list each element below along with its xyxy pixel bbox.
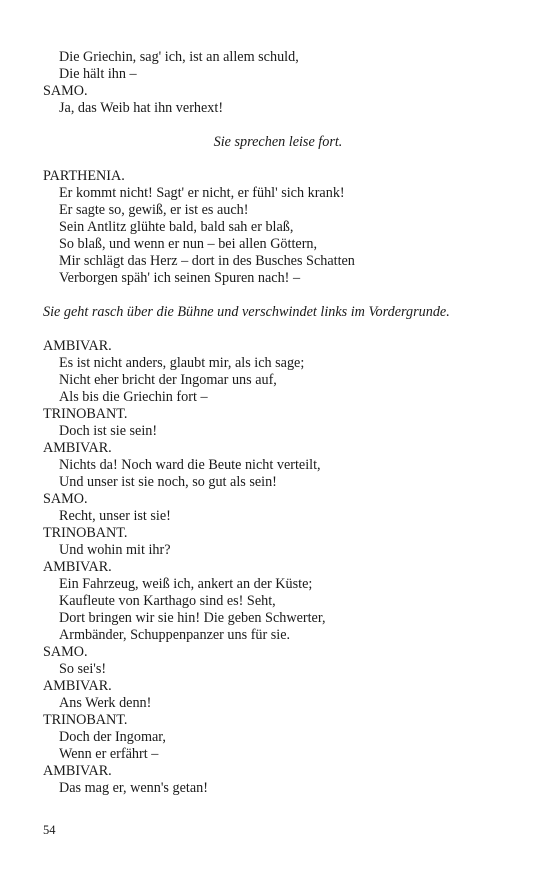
play-text [43,49,513,797]
speaker-name: SAMO. [43,83,88,99]
speaker-name: AMBIVAR. [43,440,112,456]
verse-line: Doch der Ingomar, [59,729,166,745]
verse-line: Ans Werk denn! [59,695,152,711]
verse-line: So blaß, und wenn er nun – bei allen Göttern, [59,236,318,252]
verse-line: Er kommt nicht! Sagt' er nicht, er fühl' sich krank! [59,185,345,201]
speaker-name: AMBIVAR. [43,338,112,354]
speaker-name: AMBIVAR. [43,559,112,575]
blank-line [43,321,513,338]
verse-line: Die Griechin, sag' ich, ist an allem schuld, [59,49,299,65]
verse-line: Er sagte so, gewiß, er ist es auch! [59,202,249,218]
stage-direction: Sie geht rasch über die Bühne und verschwindet links im Vordergrunde. [43,304,450,320]
verse-line: Dort bringen wir sie hin! Die geben Schwerter, [59,610,326,626]
verse-line: Als bis die Griechin fort – [59,389,208,405]
blank-line [43,287,513,304]
speaker-name: PARTHENIA. [43,168,125,184]
blank-line [43,117,513,134]
page-number: 54 [43,823,56,837]
stage-direction: Sie sprechen leise fort. [213,134,343,150]
blank-line [43,151,513,168]
verse-line: So sei's! [59,661,107,677]
verse-line: Mir schlägt das Herz – dort in des Busches Schatten [59,253,355,269]
speaker-name: SAMO. [43,491,88,507]
verse-line: Das mag er, wenn's getan! [59,780,208,796]
verse-line: Verborgen späh' ich seinen Spuren nach! – [59,270,301,286]
verse-line: Sein Antlitz glühte bald, bald sah er blaß, [59,219,294,235]
verse-line: Recht, unser ist sie! [59,508,171,524]
verse-line: Nichts da! Noch ward die Beute nicht verteilt, [59,457,321,473]
verse-line: Kaufleute von Karthago sind es! Seht, [59,593,276,609]
speaker-name: TRINOBANT. [43,406,128,422]
speaker-name: AMBIVAR. [43,678,112,694]
verse-line: Nicht eher bricht der Ingomar uns auf, [59,372,277,388]
verse-line: Armbänder, Schuppenpanzer uns für sie. [59,627,291,643]
verse-line: Und unser ist sie noch, so gut als sein! [59,474,277,490]
verse-line: Ein Fahrzeug, weiß ich, ankert an der Küste; [59,576,313,592]
verse-line: Wenn er erfährt – [59,746,159,762]
speaker-name: TRINOBANT. [43,525,128,541]
verse-line: Es ist nicht anders, glaubt mir, als ich sage; [59,355,305,371]
verse-line: Die hält ihn – [59,66,137,82]
speaker-name: TRINOBANT. [43,712,128,728]
speaker-name: SAMO. [43,644,88,660]
verse-line: Ja, das Weib hat ihn verhext! [59,100,224,116]
verse-line: Doch ist sie sein! [59,423,158,439]
speaker-name: AMBIVAR. [43,763,112,779]
verse-line: Und wohin mit ihr? [59,542,171,558]
